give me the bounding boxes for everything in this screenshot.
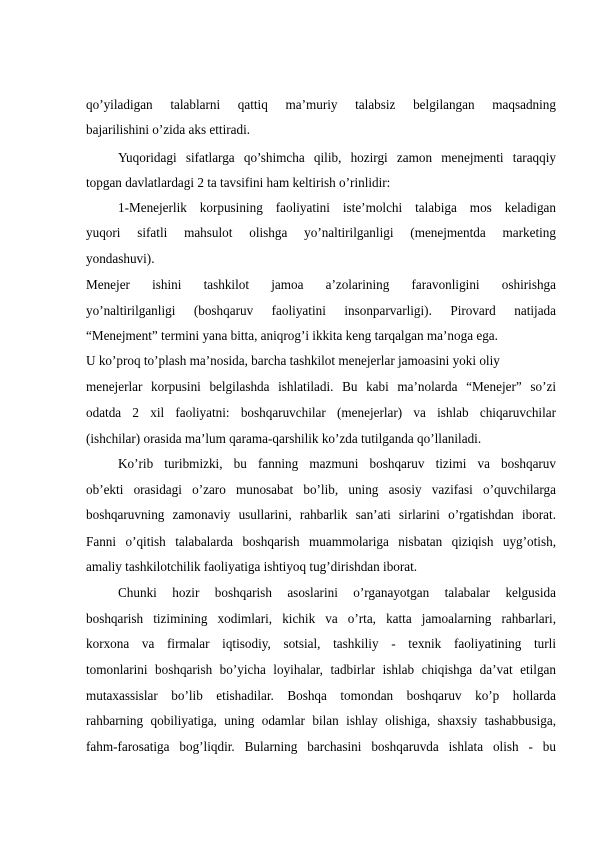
text-line: 1-Menejerlik korpusining faoliyatini iste’molchi talabiga mos keladigan <box>118 200 556 215</box>
text-line: rahbarning qobiliyatiga, uning odamlar bilan ishlay olishiga, shaxsiy tashabbusiga, <box>86 713 556 728</box>
text-line: fahm-farosatiga bog’liqdir. Bularning barchasini boshqaruvda ishlata olish - bu <box>86 739 556 754</box>
text-line: Fanni o’qitish talabalarda boshqarish muammolariga nisbatan qiziqish uyg’otish, <box>86 534 556 549</box>
text-line: ob’ekti orasidagi o’zaro munosabat bo’lib, uning asosiy vazifasi o’quvchilarga <box>86 482 556 497</box>
text-line: odatda 2 xil faoliyatni: boshqaruvchilar (menejerlar) va ishlab chiqaruvchilar <box>86 405 556 420</box>
text-line: Yuqoridagi sifatlarga qo’shimcha qilib, hozirgi zamon menejmenti taraqqiy <box>118 150 556 165</box>
text-line: yondashuvi). <box>86 251 155 266</box>
text-line: yuqori sifatli mahsulot olishga yo’naltirilganligi (menejmentda marketing <box>86 225 556 240</box>
text-line: boshqarish tizimining xodimlari, kichik va o’rta, katta jamoalarning rahbarlari, <box>86 611 556 626</box>
text-line: amaliy tashkilotchilik faoliyatiga ishtiyoq tug’dirishdan iborat. <box>86 559 418 574</box>
text-line: mutaxassislar bo’lib etishadilar. Boshqa tomondan boshqaruv ko’p hollarda <box>86 688 556 703</box>
text-line: yo’naltirilganligi (boshqaruv faoliyatini insonparvarligi). Pirovard natijada <box>86 303 556 318</box>
text-line: tomonlarini boshqarish bo’yicha loyihalar, tadbirlar ishlab chiqishga da’vat etilgan <box>86 662 556 677</box>
text-line: Chunki hozir boshqarish asoslarini o’rganayotgan talabalar kelgusida <box>118 585 556 600</box>
text-line: topgan davlatlardagi 2 ta tavsifini ham keltirish o’rinlidir: <box>86 175 391 190</box>
text-line: U ko’proq to’plash ma’nosida, barcha tashkilot menejerlar jamoasini yoki oliy <box>86 353 500 368</box>
text-line: menejerlar korpusini belgilashda ishlatiladi. Bu kabi ma’nolarda “Menejer” so’zi <box>86 379 556 394</box>
text-line: qo’yiladigan talablarni qattiq ma’muriy talabsiz belgilangan maqsadning <box>86 97 556 112</box>
text-line: (ishchilar) orasida ma’lum qarama-qarshilik ko’zda tutilganda qo’llaniladi. <box>86 431 482 446</box>
text-line: Ko’rib turibmizki, bu fanning mazmuni boshqaruv tizimi va boshqaruv <box>118 456 556 471</box>
text-line: korxona va firmalar iqtisodiy, sotsial, tashkiliy - texnik faoliyatining turli <box>86 636 556 651</box>
text-line: bajarilishini o’zida aks ettiradi. <box>86 122 251 137</box>
text-line: “Menejment” termini yana bitta, aniqrog’i ikkita keng tarqalgan ma’noga ega. <box>86 328 498 343</box>
text-line: boshqaruvning zamonaviy usullarini, rahbarlik san’ati sirlarini o’rgatishdan iborat. <box>86 507 556 522</box>
text-line: Menejer ishini tashkilot jamoa a’zolarining faravonligini oshirishga <box>86 277 556 292</box>
